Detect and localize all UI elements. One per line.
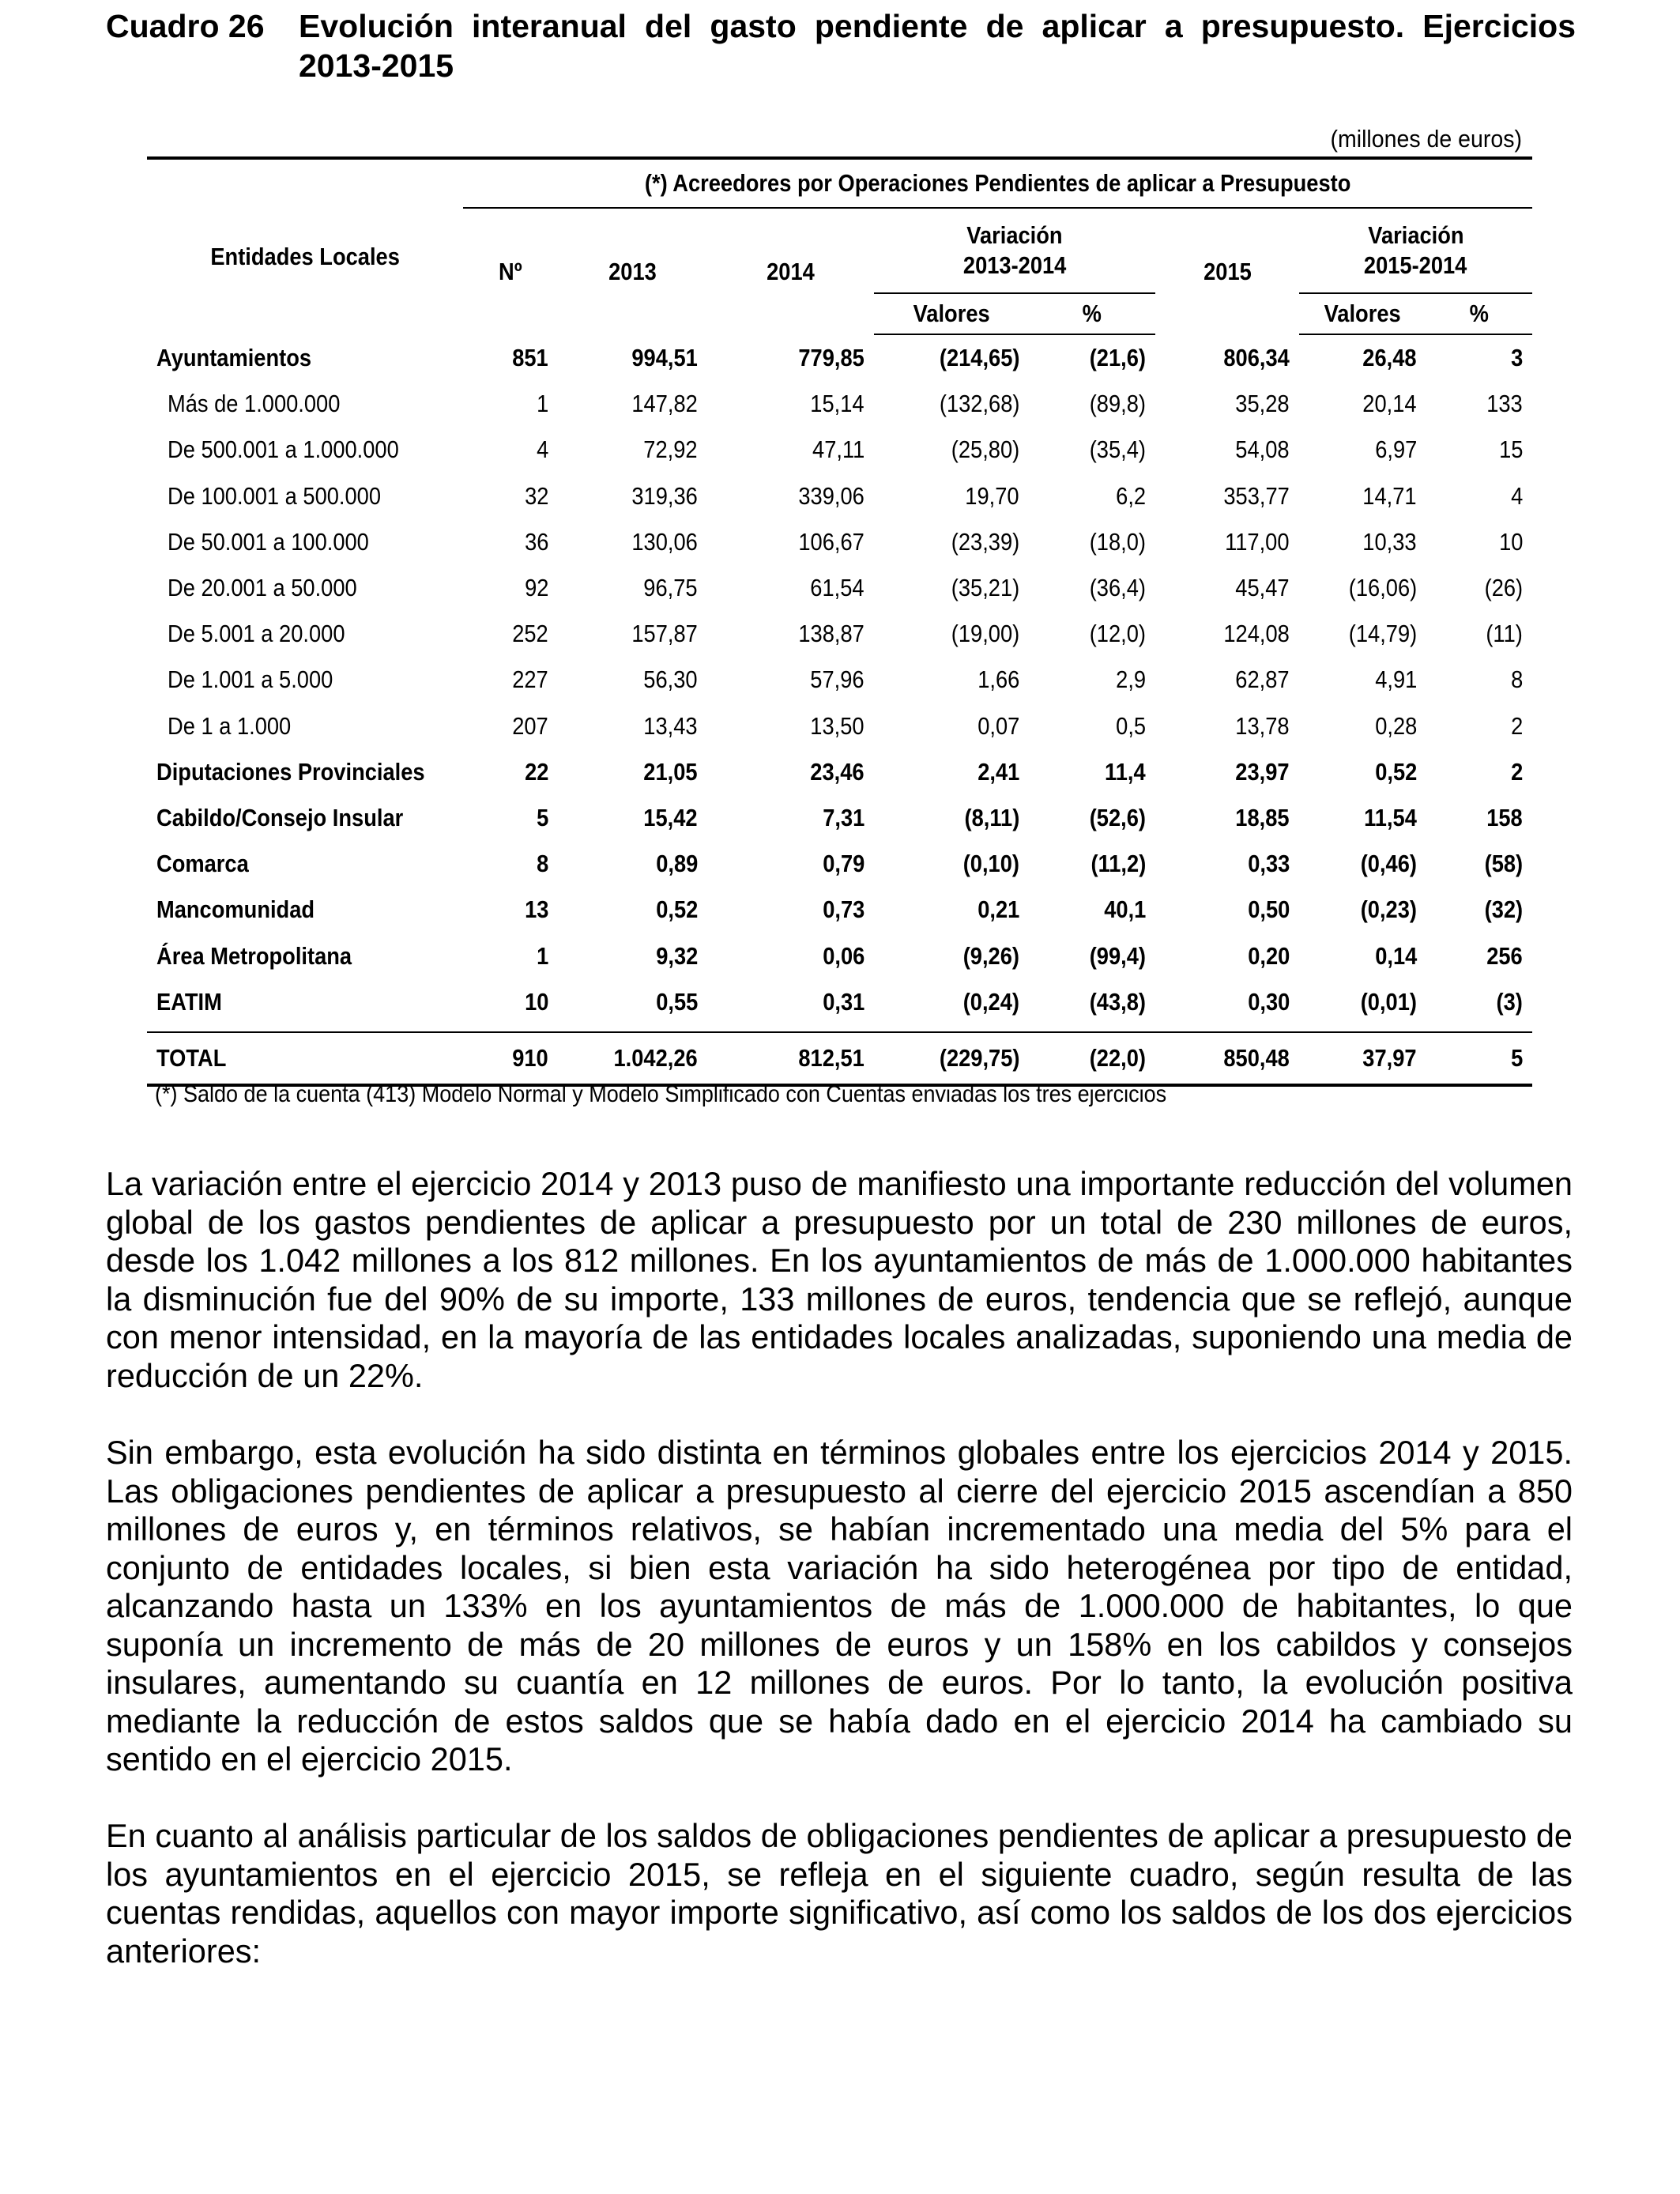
cell-y2013: 994,51 [631,343,698,371]
cell-v2: 14,71 [1362,481,1417,510]
cell-p2: 256 [1486,941,1524,970]
cell-y2014: 0,31 [822,987,864,1016]
cell-y2013: 15,42 [643,803,698,831]
cell-y2015: 18,85 [1235,803,1290,831]
cell-y2013: 130,06 [631,527,698,556]
cell-n: 22 [524,757,548,786]
cell-p1: (36,4) [1089,574,1146,602]
cell-entity: Mancomunidad [156,895,315,924]
cell-v1: 0,21 [977,895,1019,924]
cell-y2015: 62,87 [1235,665,1290,694]
table-row [147,703,1532,749]
cell-p2: 15 [1498,435,1524,464]
cell-v2: 0,28 [1374,711,1417,740]
cell-y2014: 13,50 [810,711,864,740]
cell-entity: De 100.001 a 500.000 [168,481,382,510]
cell-p2: 133 [1486,390,1524,418]
total-row [147,1032,1532,1085]
cell-n: 8 [536,850,548,878]
cell-y2013: 0,55 [655,987,698,1016]
cell-p2: (26) [1484,574,1524,602]
table-row [147,841,1532,887]
cell-n: 252 [512,620,548,648]
cell-entity: TOTAL [147,1032,463,1085]
cell-y2015: 124,08 [1223,620,1290,648]
cell-y2013: 56,30 [643,665,698,694]
cell-y2014: 0,06 [822,941,864,970]
cell-p2: (58) [1484,850,1524,878]
header-2015: 2015 [1155,208,1299,334]
cell-entity: De 1 a 1.000 [168,711,292,740]
cell-n: 207 [512,711,548,740]
cell-y2013: 96,75 [643,574,698,602]
cell-v1: (0,24) [962,987,1019,1016]
cell-y2013: 147,82 [631,390,698,418]
cell-p1: (11,2) [1090,850,1146,878]
table-row [147,565,1532,611]
cell-entity: Comarca [156,850,249,878]
caption-title: Evolución interanual del gasto pendiente de aplicar a presupuesto. Ejercicios 2013-2015 [299,8,1576,84]
cell-entity: Ayuntamientos [156,343,312,371]
cell-p1: 0,5 [1116,711,1146,740]
cell-y2015: 13,78 [1235,711,1290,740]
cell-v2: 4,91 [1374,665,1417,694]
cell-y2015: 353,77 [1223,481,1290,510]
cell-entity: De 5.001 a 20.000 [168,620,345,648]
paragraph-3: En cuanto al análisis particular de los saldos de obligaciones pendientes de aplicar a presupuesto de los ayuntamientos en el ejercicio 2015, se refleja en el siguiente cuadro, según resulta de las cuentas rendidas, aquellos con mayor importe significativo, así como los saldos de los dos ejercicios anteriores: [106,1817,1573,1970]
cell-y2013: 0,89 [655,850,698,878]
cell-p1: (35,4) [1089,435,1146,464]
cell-v2: 0,52 [1374,757,1417,786]
cell-n: 13 [524,895,548,924]
header-valores-2: Valores [1299,293,1426,334]
cell-p1: (12,0) [1089,620,1146,648]
cell-v1: (0,10) [962,850,1019,878]
cell-v2: (14,79) [1348,620,1417,648]
cell-y2015: 117,00 [1225,527,1290,556]
cell-y2015: 35,28 [1235,390,1290,418]
cell-y2014: 47,11 [812,435,864,464]
cell-p1: (18,0) [1089,527,1146,556]
cell-v1: (25,80) [951,435,1019,464]
cell-v2: (0,23) [1360,895,1417,924]
header-valores-1: Valores [874,293,1029,334]
cell-v2: 6,97 [1374,435,1417,464]
table-row [147,611,1532,657]
cell-v1: (23,39) [951,527,1019,556]
cell-p1: 2,9 [1116,665,1146,694]
cell-p2: 8 [1510,665,1524,694]
table-footnote: (*) Saldo de la cuenta (413) Modelo Normal y Modelo Simplificado con Cuentas enviadas los tres ejercicios [155,1081,1167,1107]
cell-y2014: 779,85 [798,343,864,371]
cell-y2013: 157,87 [631,620,698,648]
cell-v1: (9,26) [962,941,1019,970]
cell-p1: 40,1 [1103,895,1146,924]
cell-entity: De 50.001 a 100.000 [168,527,369,556]
header-pct-1: % [1029,293,1155,334]
table-row [147,473,1532,519]
cell-p1: (22,0) [1029,1032,1155,1085]
cell-p1: (43,8) [1089,987,1146,1016]
cell-y2015: 806,34 [1223,343,1290,371]
cell-p2: (3) [1496,987,1524,1016]
table-row [147,427,1532,473]
cell-y2014: 138,87 [798,620,864,648]
cell-p1: (52,6) [1089,803,1146,831]
cell-y2014: 106,67 [798,527,864,556]
cell-v2: (0,01) [1360,987,1417,1016]
cell-y2014: 61,54 [810,574,864,602]
cell-y2014: 812,51 [707,1032,874,1085]
cell-y2013: 21,05 [643,757,698,786]
header-n: Nº [463,208,558,334]
cell-y2015: 54,08 [1235,435,1290,464]
header-2014: 2014 [707,208,874,334]
cell-p2: (11) [1486,620,1524,648]
header-2013: 2013 [558,208,707,334]
cell-v2: 11,54 [1364,803,1417,831]
cell-v1: (229,75) [874,1032,1029,1085]
cell-n: 910 [463,1032,558,1085]
cell-y2014: 57,96 [810,665,864,694]
cell-y2015: 0,50 [1247,895,1290,924]
cell-p2: 3 [1510,344,1524,372]
cell-y2014: 7,31 [822,803,864,831]
table-row [147,887,1532,933]
cell-p2: 2 [1510,757,1524,786]
cell-v1: 0,07 [977,711,1019,740]
units-label: (millones de euros) [1330,125,1522,153]
header-group: (*) Acreedores por Operaciones Pendientes de aplicar a Presupuesto [463,158,1532,208]
header-var-2013-2014: Variación 2013-2014 [874,208,1155,293]
cell-p2: (32) [1484,895,1524,924]
cell-v2: 0,14 [1374,941,1417,970]
cell-v1: (214,65) [939,344,1019,372]
table-row [147,657,1532,703]
cell-p1: (21,6) [1089,344,1146,372]
cell-y2014: 0,79 [822,850,864,878]
cell-v2: 26,48 [1362,344,1417,372]
cell-p1: 11,4 [1105,757,1146,786]
cell-v1: (19,00) [951,620,1019,648]
cell-y2013: 13,43 [643,711,698,740]
cell-y2015: 850,48 [1155,1032,1299,1085]
cell-y2013: 9,32 [655,941,698,970]
paragraph-2: Sin embargo, esta evolución ha sido distinta en términos globales entre los ejercicios 2014 y 2015. Las obligaciones pendientes de aplicar a presupuesto al cierre del ejercicio 2015 ascendían a 850 millones de euros y, en términos relativos, se habían incrementado una media del 5% para el conjunto de entidades locales, si bien esta variación ha sido heterogénea por tipo de entidad, alcanzando hasta un 133% en los ayuntamientos de más de 1.000.000 de habitantes, lo que suponía un incremento de más de 20 millones de euros y un 158% en los cabildos y consejos insulares, aumentando su cuantía en 12 millones de euros. Por lo tanto, la evolución positiva mediante la reducción de estos saldos que se había dado en el ejercicio 2014 ha cambiado su sentido en el ejercicio 2015. [106,1434,1573,1777]
table-row [147,334,1532,381]
cell-v1: 19,70 [965,481,1019,510]
cell-n: 227 [512,665,548,694]
cell-y2014: 23,46 [810,757,864,786]
cell-y2015: 45,47 [1235,574,1290,602]
spacer-row [147,1025,1532,1032]
cell-v2: 37,97 [1299,1032,1426,1085]
cell-entity: Área Metropolitana [156,941,352,970]
caption-number: Cuadro 26 [106,8,265,44]
cell-y2013: 1.042,26 [558,1032,707,1085]
cell-y2015: 0,33 [1247,850,1290,878]
table-caption [106,6,1576,85]
cell-n: 92 [524,574,548,602]
cell-entity: De 20.001 a 50.000 [168,574,357,602]
cell-v1: 1,66 [977,665,1019,694]
cell-v2: (16,06) [1348,574,1417,602]
cell-n: 1 [536,390,548,418]
cell-n: 36 [524,527,548,556]
cell-p2: 4 [1510,481,1524,510]
cell-y2015: 23,97 [1235,757,1290,786]
cell-p1: 6,2 [1116,481,1146,510]
cell-y2014: 339,06 [798,481,864,510]
cell-entity: Diputaciones Provinciales [156,757,425,786]
cell-v1: (35,21) [951,574,1019,602]
paragraph-1: La variación entre el ejercicio 2014 y 2013 puso de manifiesto una importante reducción del volumen global de los gastos pendientes de aplicar a presupuesto por un total de 230 millones de euros, desde los 1.042 millones a los 812 millones. En los ayuntamientos de más de 1.000.000 habitantes la disminución fue del 90% de su importe, 133 millones de euros, tendencia que se reflejó, aunque con menor intensidad, en la mayoría de las entidades locales analizadas, suponiendo una media de reducción de un 22%. [106,1165,1573,1394]
cell-entity: De 1.001 a 5.000 [168,665,333,694]
cell-v1: (132,68) [939,390,1019,418]
cell-entity: Más de 1.000.000 [168,390,341,418]
cell-n: 1 [536,941,548,970]
table-body [147,334,1532,1085]
cell-p1: (89,8) [1089,390,1146,418]
cell-v2: 10,33 [1362,527,1417,556]
cell-entity: EATIM [156,987,222,1016]
table-row [147,749,1532,795]
cell-y2015: 0,30 [1247,987,1290,1016]
table-row [147,979,1532,1025]
cell-y2013: 0,52 [655,895,698,924]
cell-p2: 158 [1486,803,1524,831]
cell-n: 32 [524,481,548,510]
header-pct-2: % [1426,293,1532,334]
cell-y2013: 319,36 [631,481,698,510]
cell-n: 10 [524,987,548,1016]
data-table [147,156,1532,1087]
cell-v1: 2,41 [977,757,1019,786]
table-row [147,381,1532,427]
cell-y2014: 15,14 [810,390,864,418]
cell-y2015: 0,20 [1247,941,1290,970]
cell-p2: 5 [1426,1032,1532,1085]
cell-n: 851 [512,343,548,371]
table-row [147,795,1532,841]
cell-p2: 2 [1510,711,1524,740]
cell-y2014: 0,73 [822,895,864,924]
cell-entity: Cabildo/Consejo Insular [156,803,404,831]
table-row [147,519,1532,565]
header-row-group [147,158,1532,208]
cell-y2013: 72,92 [643,435,698,464]
cell-p1: (99,4) [1089,941,1146,970]
cell-n: 4 [536,435,548,464]
cell-p2: 10 [1498,527,1524,556]
header-entity: Entidades Locales [147,158,463,334]
cell-entity: De 500.001 a 1.000.000 [168,435,399,464]
cell-n: 5 [536,803,548,831]
header-var-2015-2014: Variación 2015-2014 [1299,208,1532,293]
cell-v1: (8,11) [964,803,1019,831]
table-row [147,933,1532,978]
cell-v2: 20,14 [1362,390,1417,418]
cell-v2: (0,46) [1360,850,1417,878]
